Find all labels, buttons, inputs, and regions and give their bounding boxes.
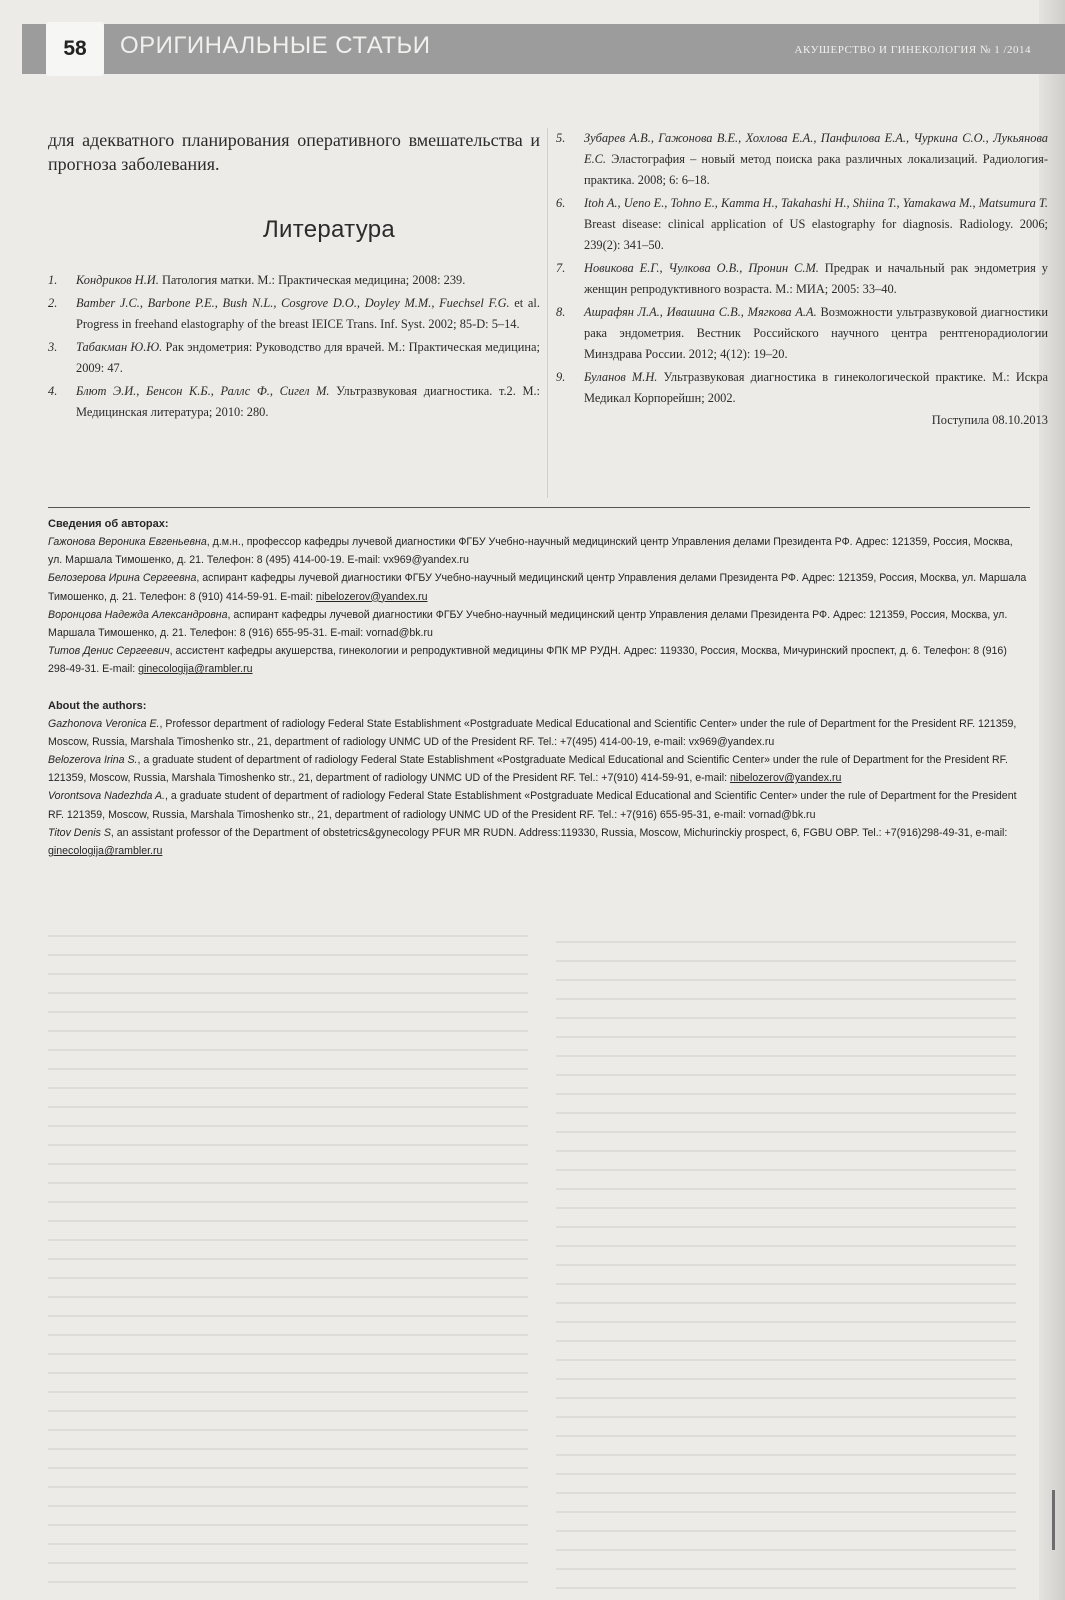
author-entry [48,642,1028,678]
bleed-through-line [48,1106,528,1108]
bleed-through-line [556,998,1016,1000]
reference-text: Предрак и начальный рак эндометрия у женщин репродуктивного возраста. М.: МИА; 2005: 33–40. [584,261,1048,296]
bleed-through-line [556,1492,1016,1494]
column-divider [547,128,548,498]
authors-heading-ru: Сведения об авторах: [48,518,169,530]
bleed-through-line [48,1049,528,1051]
author-entry [48,824,1028,860]
bleed-through-line [556,1416,1016,1418]
reference-authors: Блют Э.И., Бенсон К.Б., Раллс Ф., Сигел М. [76,384,330,398]
author-entry [48,533,1028,569]
bleed-through-line [556,1473,1016,1475]
reference-number: 6. [556,196,566,210]
bleed-through-line [556,1245,1016,1247]
reference-authors: Зубарев А.В., Гажонова В.Е., Хохлова Е.А., Панфилова Е.А., Чуркина С.О., Лукьянова Е.С. [584,131,1048,166]
reference-authors: Табакман Ю.Ю. [76,340,163,354]
author-entry [48,606,1028,642]
bleed-through-line [48,1410,528,1412]
intro-text: для адекватного планирования оперативного вмешательства и прогноза заболевания. [48,130,540,174]
bleed-through-line [48,1277,528,1279]
left-column [48,128,540,425]
author-email-link[interactable]: ginecologija@rambler.ru [138,663,253,676]
bleed-through-line [556,1264,1016,1266]
bleed-through-line [48,1068,528,1070]
bleed-through-line [48,1391,528,1393]
reference-item [556,367,1048,409]
reference-text: Патология матки. М.: Практическая медицина; 2008: 239. [158,273,466,287]
bleed-through-line [48,1144,528,1146]
author-name: Gazhonova Veronica E. [48,717,160,730]
reference-authors: Новикова Е.Г., Чулкова О.В., Пронин С.М. [584,261,819,275]
references-list-right [556,128,1048,409]
bleed-through-line [48,1562,528,1564]
author-details: , a graduate student of department of radiology Federal State Establishment «Postgraduate Medical Educational and Scientific Center» under the rule of Department for the President RF. 121359, Moscow, Russia, Marshala Timoshenko str., 21, department of radiology UNMC UD of the President RF. Tel.: +7(910) 414-59-91, e-mail: [48,754,1008,785]
authors-list-ru [48,533,1028,679]
reference-number: 4. [48,384,58,398]
author-entry [48,751,1028,787]
bleed-through-line [48,1505,528,1507]
reference-item [48,337,540,379]
bleed-through-line [556,1359,1016,1361]
bleed-through-line [556,1511,1016,1513]
bleed-through-line [556,1131,1016,1133]
author-details: , аспирант кафедры лучевой диагностики ФГБУ Учебно-научный медицинский центр Управления делами Президента РФ. Адрес: 121359, Россия, Москва, ул. Маршала Тимошенко, д. 21. Телефон: 8 (916) 655-95-31. E-mail: vornad@bk.ru [48,608,1008,640]
bleed-through-line [48,1429,528,1431]
authors-divider [48,507,1030,508]
authors-list-en [48,715,1028,861]
reference-item [556,193,1048,256]
reference-authors: Bamber J.C., Barbone P.E., Bush N.L., Cosgrove D.O., Doyley M.M., Fuechsel F.G. [76,296,510,310]
reference-item [48,381,540,423]
bleed-through-line [48,1030,528,1032]
bleed-through-line [556,1207,1016,1209]
reference-number: 8. [556,305,566,319]
bleed-through-line [556,941,1016,943]
author-details: , ассистент кафедры акушерства, гинекологии и репродуктивной медицины ФПК МР РУДН. Адрес: 119330, Россия, Москва, Мичуринский проспект, д. 6. Телефон: 8 (916) 298-49-31. E-mail: [48,645,1007,676]
bleed-through-line [48,1334,528,1336]
bleed-through-line [556,1454,1016,1456]
author-name: Vorontsova Nadezhda A. [48,790,165,803]
reference-text: Рак эндометрия: Руководство для врачей. М.: Практическая медицина; 2009: 47. [76,340,540,375]
author-details: , an assistant professor of the Department of obstetrics&gynecology PFUR MR RUDN. Address:119330, Russia, Moscow, Michurinckiy prospect, 6, FGBU OBP. Tel.: +7(916)298-49-31, e-mail: [110,826,1008,839]
reference-item [556,128,1048,191]
author-name: Белозерова Ирина Сергеевна [48,572,197,585]
reference-text: Эластография – новый метод поиска рака различных локализаций. Радиология-практика. 2008; 6: 6–18. [584,152,1048,187]
author-details: , д.м.н., профессор кафедры лучевой диагностики ФГБУ Учебно-научный медицинский центр Управления делами Президента РФ. Адрес: 121359, Россия, Москва, ул. Маршала Тимошенко, д. 21. Телефон: 8 (495) 414-00-19. E-mail: vx969@yandex.ru [48,536,1013,567]
reference-text: Возможности ультразвуковой диагностики рака эндометрия. Вестник Российского научного центра рентгенорадиологии Минздрава России. 2012; 4(12): 19–20. [584,305,1048,361]
bleed-through-line [556,979,1016,981]
bleed-through-line [48,973,528,975]
bleed-through-line [48,1448,528,1450]
reference-item [48,293,540,335]
bleed-through-line [48,1011,528,1013]
bleed-through-line [556,1169,1016,1171]
author-entry [48,715,1028,751]
bleed-through-line [556,1283,1016,1285]
bleed-through-line [556,960,1016,962]
bleed-through-line [556,1549,1016,1551]
reference-number: 9. [556,370,566,384]
bleed-through-line [556,1055,1016,1057]
received-date: Поступила 08.10.2013 [931,413,1048,427]
bleed-through-line [556,1568,1016,1570]
bleed-through-line [556,1036,1016,1038]
bleed-through-line [48,1372,528,1374]
references-list-left [48,270,540,423]
author-details: , a graduate student of department of radiology Federal State Establishment «Postgraduate Medical Educational and Scientific Center» under the rule of Department for the President RF. 121359, Moscow, Russia, Marshala Timoshenko str., 21, department of radiology UNMC UD of the President RF. Tel.: +7(916) 655-95-31, e-mail: vornad@bk.ru [48,790,1017,821]
bleed-through-line [48,935,528,937]
bleed-through-line [556,1093,1016,1095]
author-details: , Professor department of radiology Federal State Establishment «Postgraduate Medical Educational and Scientific Center» under the rule of Department for the President RF. 121359, Moscow, Russia, Marshala Timoshenko str., 21, department of radiology UNMC UD of the President RF. Tel.: +7(495) 414-00-19, e-mail: vx969@yandex.ru [48,717,1017,748]
journal-title: АКУШЕРСТВО И ГИНЕКОЛОГИЯ № 1 /2014 [794,44,1031,56]
authors-heading-en: About the authors: [48,699,147,712]
bleed-through-line [556,1587,1016,1589]
reference-number: 2. [48,296,58,310]
bleed-through-line [48,1524,528,1526]
literature-heading: Литература [262,216,396,243]
reference-authors: Кондриков Н.И. [76,273,159,287]
author-name: Титов Денис Сергеевич [48,645,170,658]
author-email-link[interactable]: nibelozerov@yandex.ru [729,772,842,785]
author-name: Гажонова Вероника Евгеньевна [48,536,207,548]
bleed-through-line [48,1220,528,1222]
bleed-through-line [556,1530,1016,1532]
reference-text: Ультразвуковая диагностика. т.2. М.: Медицинская литература; 2010: 280. [76,384,540,419]
bleed-through-line [48,1239,528,1241]
bleed-through-line [48,1315,528,1317]
bleed-through-line [48,1467,528,1469]
author-name: Titov Denis S [48,826,111,839]
bleed-through-line [48,1182,528,1184]
reference-authors: Буланов М.Н. [584,370,658,384]
reference-text: Breast disease: clinical application of US elastography for diagnosis. Radiology. 2006; 239(2): 341–50. [584,217,1048,252]
right-column [556,128,1048,428]
bleed-through-line [48,992,528,994]
reference-authors: Itoh A., Ueno E., Tohno E., Kamma H., Takahashi H., Shiina T., Yamakawa M., Matsumura T. [584,196,1048,210]
author-details: , аспирант кафедры лучевой диагностики ФГБУ Учебно-научный медицинский центр Управления делами Президента РФ. Адрес: 121359, Россия, Москва, ул. Маршала Тимошенко, д. 21. Телефон: 8 (910) 414-59-91. E-mail: [48,572,1027,603]
bleed-through-line [556,1017,1016,1019]
author-entry [48,787,1028,823]
bleed-through-line [48,954,528,956]
page-number: 58 [46,22,104,76]
reference-number: 7. [556,261,566,275]
reference-number: 3. [48,340,58,354]
reference-item [556,258,1048,300]
bleed-through-line [48,1296,528,1298]
bleed-through-line [556,1188,1016,1190]
reference-text: Ультразвуковая диагностика в гинекологической практике. М.: Искра Медикал Корпорейшн; 2002. [584,370,1048,405]
bleed-through-line [48,1125,528,1127]
author-name: Воронцова Надежда Александровна [48,608,228,621]
bleed-through-line [556,1226,1016,1228]
authors-info [48,515,1028,860]
bleed-through-line [556,1397,1016,1399]
bleed-through-line [556,1321,1016,1323]
bleed-through-line [556,1378,1016,1380]
bleed-through-line [556,1074,1016,1076]
reference-text: et al. Progress in freehand elastography of the breast IEICE Trans. Inf. Syst. 2002; 85-D: 5–14. [76,296,540,331]
bleed-through-line [48,1258,528,1260]
bleed-through-line [556,1435,1016,1437]
reference-number: 1. [48,273,58,287]
bleed-through-line [48,1353,528,1355]
bleed-through-line [556,1112,1016,1114]
author-email-link[interactable]: nibelozerov@yandex.ru [316,590,428,603]
reference-authors: Ашрафян Л.А., Ивашина С.В., Мягкова А.А. [584,305,817,319]
section-title: ОРИГИНАЛЬНЫЕ СТАТЬИ [120,32,431,59]
author-entry [48,569,1028,605]
bleed-through-line [48,1543,528,1545]
spine-mark [1052,1490,1055,1550]
bleed-through-line [48,1087,528,1089]
reference-item [556,302,1048,365]
bleed-through-line [556,1302,1016,1304]
bleed-through-line [48,1486,528,1488]
bleed-through-line [48,1581,528,1583]
bleed-through-line [556,1150,1016,1152]
reference-number: 5. [556,131,566,145]
reference-item [48,270,540,291]
bleed-through-line [48,1163,528,1165]
author-name: Belozerova Irina S. [48,754,138,767]
bleed-through-line [48,1201,528,1203]
bleed-through-line [556,1340,1016,1342]
author-email-link[interactable]: ginecologija@rambler.ru [48,845,163,858]
